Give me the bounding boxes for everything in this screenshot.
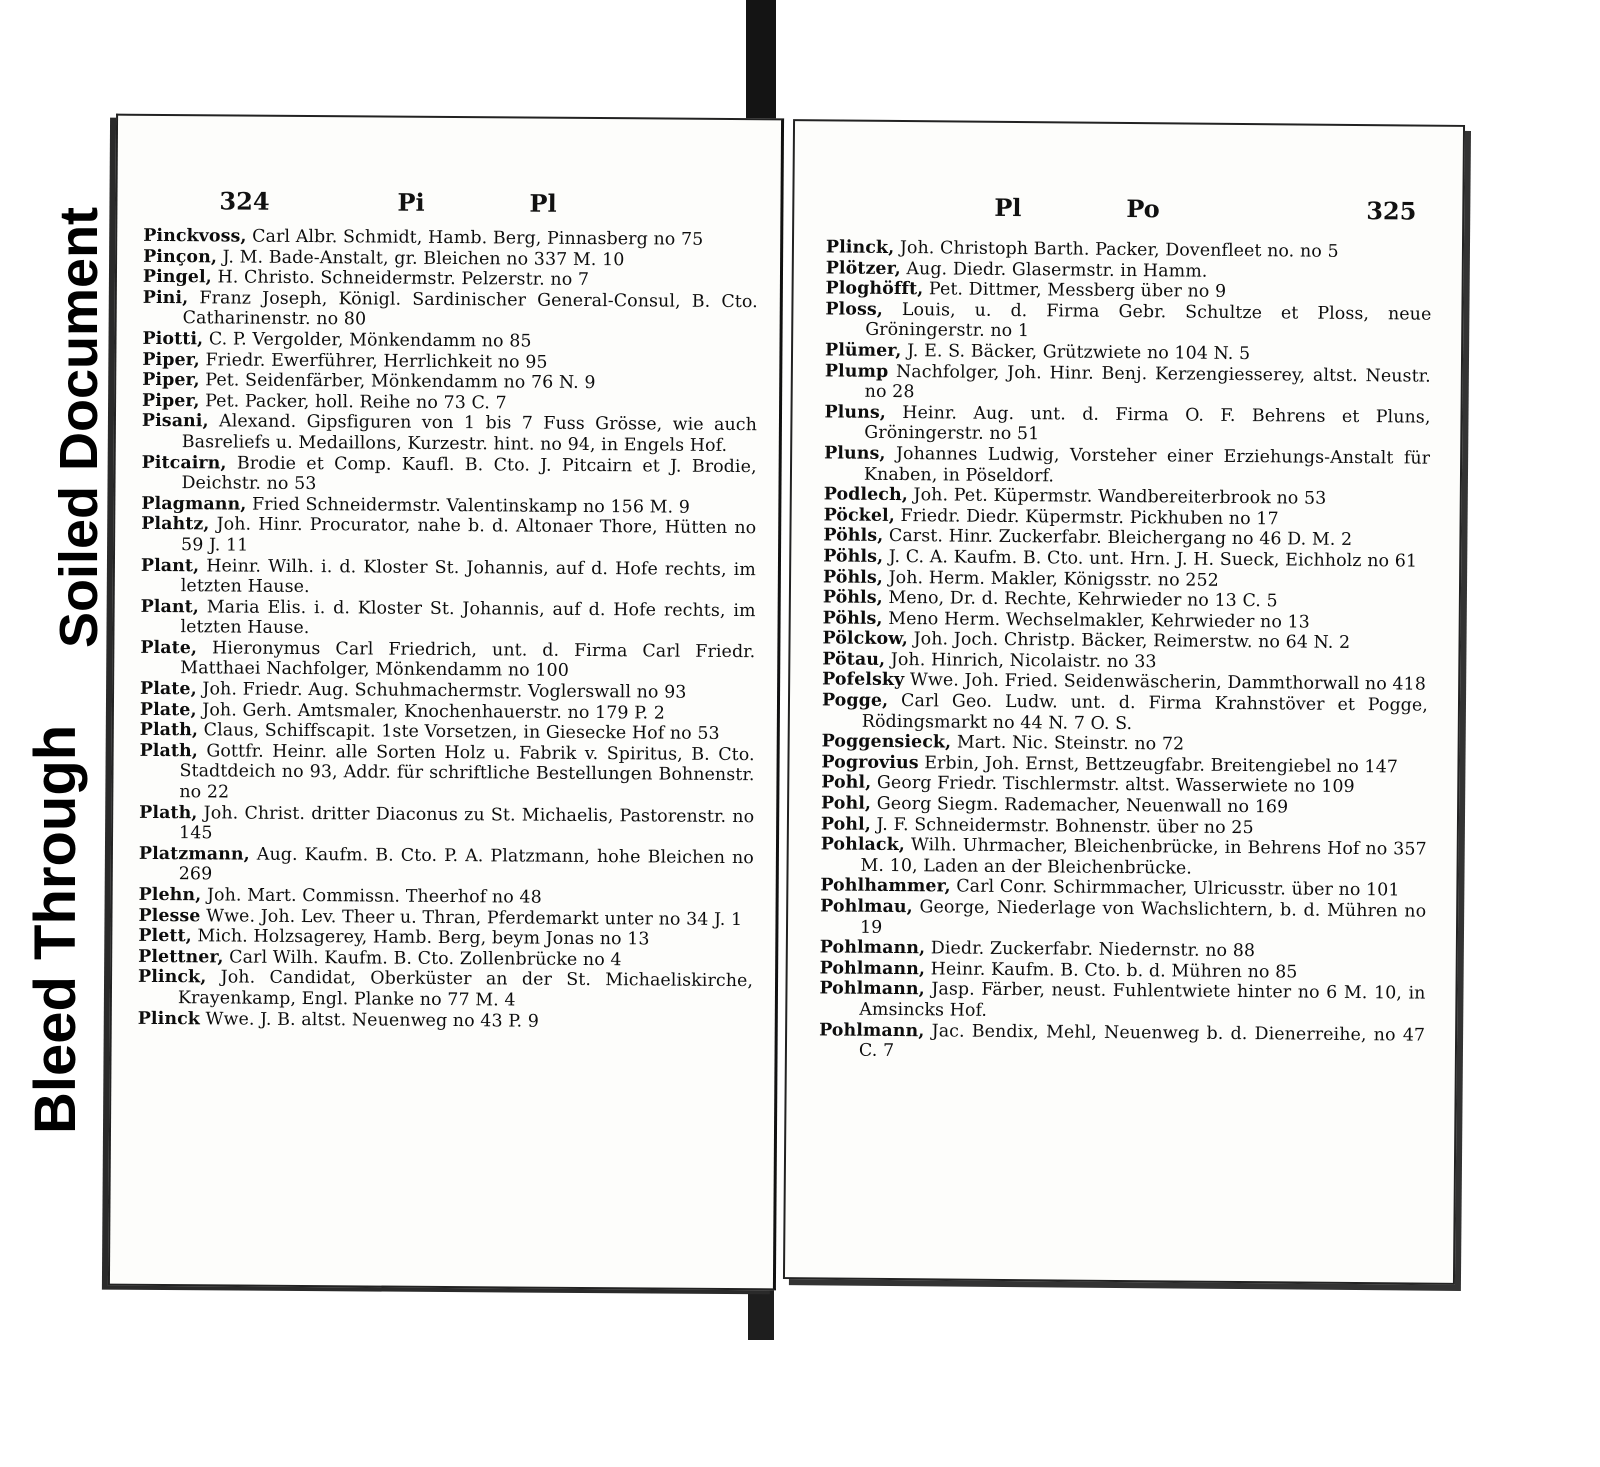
entry-name: Podlech,	[823, 484, 909, 506]
entry-name: Plagmann,	[141, 493, 247, 515]
entry-name: Plesse	[138, 905, 201, 926]
entry-details: J. F. Schneidermstr. Bohnenstr. über no 25	[870, 814, 1254, 838]
entry-details: Maria Elis. i. d. Kloster St. Johannis, auf d. Hofe rechts, im letzten Hause.	[180, 596, 756, 639]
entry-name: Pohlmann,	[819, 958, 926, 980]
entry-name: Pluns,	[824, 402, 887, 423]
entry-details: Joh. Mart. Commissn. Theerhof no 48	[201, 885, 542, 908]
entry-name: Piper,	[142, 349, 200, 370]
entry-details: C. P. Vergolder, Mönkendamm no 85	[203, 329, 532, 352]
entry-name: Plate,	[139, 699, 197, 720]
entry-details: Carst. Hinr. Zuckerfabr. Bleichergang no 46 D. M. 2	[883, 526, 1353, 551]
entry-details: Jac. Bendix, Mehl, Neuenweg b. d. Dienerreihe, no 47 C. 7	[858, 1020, 1426, 1062]
entry-name: Pohl,	[821, 772, 872, 794]
entry-name: Pölckow,	[822, 628, 909, 650]
entry-details: Claus, Schiffscapit. 1ste Vorsetzen, in Giesecke Hof no 53	[198, 720, 720, 745]
entry-details: Meno, Dr. d. Rechte, Kehrwieder no 13 C. 5	[882, 587, 1278, 612]
header-letters-left: Pi	[397, 187, 425, 217]
entry-details: J. M. Bade-Anstalt, gr. Bleichen no 337 M. 10	[216, 246, 625, 270]
entry-name: Pohl,	[820, 813, 872, 835]
entry-details: Franz Joseph, Königl. Sardinischer General-Consul, B. Cto. Catharinenstr. no 80	[182, 287, 758, 330]
entry-name: Platzmann,	[138, 843, 250, 865]
entry-name: Piper,	[142, 390, 200, 412]
entry-name: Plump	[824, 360, 889, 382]
entry-details: J. E. S. Bäcker, Grützwiete no 104 N. 5	[901, 341, 1251, 365]
entry-details: Wwe. Joh. Lev. Theer u. Thran, Pferdemarkt unter no 34 J. 1	[200, 905, 743, 930]
entry-name: Plath,	[139, 720, 199, 741]
entry-name: Pohlmann,	[819, 1019, 925, 1041]
entry-details: Wilh. Uhrmacher, Bleichenbrücke, in Behrens Hof no 357 M. 10, Laden an der Bleichenbrücke.	[860, 835, 1427, 879]
entry-details: Heinr. Kaufm. B. Cto. b. d. Mühren no 85	[924, 959, 1298, 983]
entry-name: Pogrovius	[821, 752, 919, 774]
entry-name: Pöckel,	[823, 505, 895, 526]
entry-name: Pohl,	[821, 793, 872, 814]
entry-name: Plümer,	[824, 340, 902, 362]
entry-name: Pogge,	[821, 690, 889, 712]
entry-details: Diedr. Zuckerfabr. Niedernstr. no 88	[925, 938, 1256, 962]
entry-details: Joh. Herm. Makler, Königsstr. no 252	[882, 567, 1219, 591]
directory-entry	[819, 979, 1425, 1025]
entry-name: Ploghöfft,	[825, 278, 924, 300]
entry-name: Pohlhammer,	[820, 875, 951, 897]
entry-details: Friedr. Ewerführer, Herrlichkeit no 95	[199, 349, 548, 373]
directory-entry	[143, 288, 758, 333]
directory-entry	[819, 1020, 1425, 1066]
entry-name: Plate,	[140, 637, 198, 659]
entry-details: Carl Wilh. Kaufm. B. Cto. Zollenbrücke no 4	[223, 947, 622, 971]
directory-entry	[820, 896, 1426, 942]
entry-name: Plinck	[137, 1008, 201, 1029]
entry-details: Pet. Packer, holl. Reihe no 73 C. 7	[199, 391, 507, 414]
entry-details: Joh. Friedr. Aug. Schuhmachermstr. Voglerswall no 93	[196, 679, 687, 703]
entry-details: Joh. Christoph Barth. Packer, Dovenfleet no. no 5	[894, 237, 1339, 262]
entry-details: Heinr. Aug. unt. d. Firma O. F. Behrens et Pluns, Gröningerstr. no 51	[864, 402, 1431, 445]
directory-entry	[140, 638, 755, 683]
entry-details: Mart. Nic. Steinstr. no 72	[951, 732, 1185, 755]
entry-details: Mich. Holzsagerey, Hamb. Berg, beym Jonas no 13	[191, 926, 650, 950]
directory-entry	[825, 361, 1431, 407]
entry-details: Wwe. J. B. altst. Neuenweg no 43 P. 9	[199, 1008, 540, 1032]
page-number: 324	[219, 186, 270, 216]
entry-name: Piper,	[142, 370, 200, 391]
entry-name: Pisani,	[141, 411, 209, 432]
open-book	[108, 112, 1463, 1302]
entry-details: H. Christo. Schneidermstr. Pelzerstr. no 7	[211, 267, 590, 291]
header-letters-left: Pl	[994, 192, 1022, 223]
entry-details: Brodie et Comp. Kaufl. B. Cto. J. Pitcairn et J. Brodie, Deichstr. no 53	[181, 452, 757, 495]
directory-entry	[820, 835, 1426, 881]
entry-name: Plötzer,	[825, 257, 901, 279]
entry-details: Joh. Hinrich, Nicolaistr. no 33	[885, 649, 1157, 673]
entry-name: Plinck,	[138, 967, 207, 988]
directory-entry	[139, 844, 754, 889]
entry-name: Pohlack,	[820, 834, 906, 856]
directory-entry	[139, 802, 754, 847]
entry-name: Pöhls,	[823, 525, 884, 547]
entry-details: Louis, u. d. Firma Gebr. Schultze et Ploss, neue Gröningerstr. no 1	[865, 299, 1432, 342]
left-page	[108, 114, 784, 1291]
directory-entry	[138, 1008, 753, 1033]
right-page-header	[794, 191, 1462, 233]
entry-details: Georg Siegm. Rademacher, Neuenwall no 169	[871, 793, 1289, 818]
entry-details: Joh. Hinr. Procurator, nahe b. d. Altonaer Thore, Hütten no 59 J. 11	[181, 514, 757, 556]
entry-name: Plinck,	[825, 237, 895, 258]
directory-entry	[141, 555, 756, 600]
entry-details: Aug. Diedr. Glasermstr. in Hamm.	[900, 258, 1208, 282]
bleed-through-label: Bleed Through	[10, 660, 106, 1145]
entry-details: Alexand. Gipsfiguren von 1 bis 7 Fuss Grösse, wie auch Basreliefs u. Medaillons, Kurzestr. hint. no 94, in Engels Hof.	[181, 411, 758, 456]
directory-entry	[142, 411, 757, 456]
entry-details: Johannes Ludwig, Vorsteher einer Erziehungs-Anstalt für Knaben, in Pöseldorf.	[863, 443, 1431, 486]
entry-name: Plath,	[139, 802, 198, 823]
entry-name: Ploss,	[825, 299, 884, 320]
entry-details: Pet. Dittmer, Messberg über no 9	[923, 279, 1227, 303]
directory-entry	[825, 299, 1431, 345]
entry-details: George, Niederlage von Wachslichtern, b. d. Mühren no 19	[859, 897, 1427, 938]
left-entry-list	[138, 226, 759, 1033]
entry-name: Plahtz,	[141, 514, 210, 535]
entry-name: Pöhls,	[822, 608, 883, 629]
entry-details: Nachfolger, Joh. Hinr. Benj. Kerzengiesserey, altst. Neustr. no 28	[864, 361, 1431, 403]
entry-details: Joh. Gerh. Amtsmaler, Knochenhauerstr. no 179 P. 2	[196, 699, 665, 724]
entry-name: Piotti,	[142, 328, 204, 350]
entry-details: Fried Schneidermstr. Valentinskamp no 156 M. 9	[246, 494, 691, 518]
directory-entry	[141, 514, 756, 559]
soiled-document-label: Soiled Document	[42, 140, 122, 660]
entry-name: Pitcairn,	[141, 452, 227, 473]
entry-name: Pötau,	[822, 649, 886, 670]
entry-name: Pohlmann,	[819, 978, 925, 1000]
left-page-header	[117, 186, 780, 227]
entry-details: Aug. Kaufm. B. Cto. P. A. Platzmann, hohe Bleichen no 269	[178, 844, 754, 885]
entry-name: Plath,	[139, 740, 199, 762]
entry-name: Pöhls,	[822, 587, 883, 608]
directory-entry	[138, 967, 753, 1012]
entry-details: Pet. Seidenfärber, Mönkendamm no 76 N. 9	[199, 370, 596, 394]
header-letters-right: Po	[1126, 194, 1160, 224]
entry-name: Plehn,	[138, 884, 202, 906]
entry-details: Gottfr. Heinr. alle Sorten Holz u. Fabrik v. Spiritus, B. Cto. Stadtdeich no 93, Addr. für schriftliche Bestellungen Bohnenstr. no 22	[179, 741, 755, 803]
page-number: 325	[1366, 196, 1417, 226]
entry-name: Plett,	[138, 926, 192, 947]
header-letters-right: Pl	[529, 188, 557, 218]
entry-details: Joh. Pet. Küpermstr. Wandbereiterbrook no 53	[907, 485, 1327, 509]
directory-entry	[140, 597, 755, 642]
entry-name: Pluns,	[824, 443, 886, 464]
entry-name: Pöhls,	[822, 566, 884, 588]
entry-name: Pohlmann,	[819, 937, 926, 959]
entry-details: Joh. Joch. Christp. Bäcker, Reimerstw. no 64 N. 2	[907, 629, 1351, 654]
right-page	[783, 119, 1465, 1285]
entry-name: Poggensieck,	[821, 731, 952, 753]
entry-name: Pohlmau,	[820, 896, 913, 918]
entry-name: Pinçon,	[143, 246, 218, 267]
entry-details: Carl Geo. Ludw. unt. d. Firma Krahnstöver et Pogge, Rödingsmarkt no 44 N. 7 O. S.	[861, 691, 1429, 734]
entry-details: Carl Albr. Schmidt, Hamb. Berg, Pinnasberg no 75	[246, 226, 704, 250]
entry-name: Plettner,	[138, 946, 224, 968]
directory-entry	[824, 402, 1430, 448]
entry-details: Georg Friedr. Tischlermstr. altst. Wasserwiete no 109	[871, 773, 1355, 798]
entry-name: Plant,	[140, 596, 200, 617]
directory-entry	[141, 452, 756, 497]
entry-name: Pöhls,	[823, 546, 884, 567]
entry-details: Erbin, Joh. Ernst, Bettzeugfabr. Breitengiebel no 147	[918, 753, 1399, 778]
entry-details: Hieronymus Carl Friedrich, unt. d. Firma Carl Friedr. Matthaei Nachfolger, Mönkendamm no 100	[180, 638, 756, 682]
entry-details: Wwe. Joh. Fried. Seidenwäscherin, Dammthorwall no 418	[904, 670, 1427, 696]
entry-name: Pini,	[142, 287, 189, 308]
entry-details: Meno Herm. Wechselmakler, Kehrwieder no 13	[882, 608, 1310, 633]
entry-name: Plate,	[140, 678, 197, 700]
entry-details: Carl Conr. Schirmmacher, Ulricusstr. über no 101	[950, 876, 1400, 901]
entry-name: Pinckvoss,	[143, 225, 247, 247]
directory-entry	[824, 443, 1430, 489]
entry-details: Jasp. Färber, neust. Fuhlentwiete hinter no 6 M. 10, in Amsincks Hof.	[859, 979, 1426, 1021]
entry-details: Heinr. Wilh. i. d. Kloster St. Johannis, auf d. Hofe rechts, im letzten Hause.	[180, 555, 757, 598]
entry-name: Pingel,	[142, 267, 212, 288]
entry-name: Pofelsky	[822, 669, 905, 691]
entry-details: J. C. A. Kaufm. B. Cto. unt. Hrn. J. H. Sueck, Eichholz no 61	[883, 546, 1418, 572]
entry-details: Joh. Candidat, Oberküster an der St. Michaeliskirche, Krayenkamp, Engl. Planke no 77 M. 4	[177, 967, 754, 1011]
entry-name: Plant,	[140, 555, 200, 576]
entry-details: Joh. Christ. dritter Diaconus zu St. Michaelis, Pastorenstr. no 145	[179, 802, 755, 844]
entry-details: Friedr. Diedr. Küpermstr. Pickhuben no 17	[894, 505, 1279, 530]
directory-entry	[139, 741, 754, 807]
directory-entry	[822, 690, 1428, 736]
right-entry-list	[819, 237, 1432, 1066]
